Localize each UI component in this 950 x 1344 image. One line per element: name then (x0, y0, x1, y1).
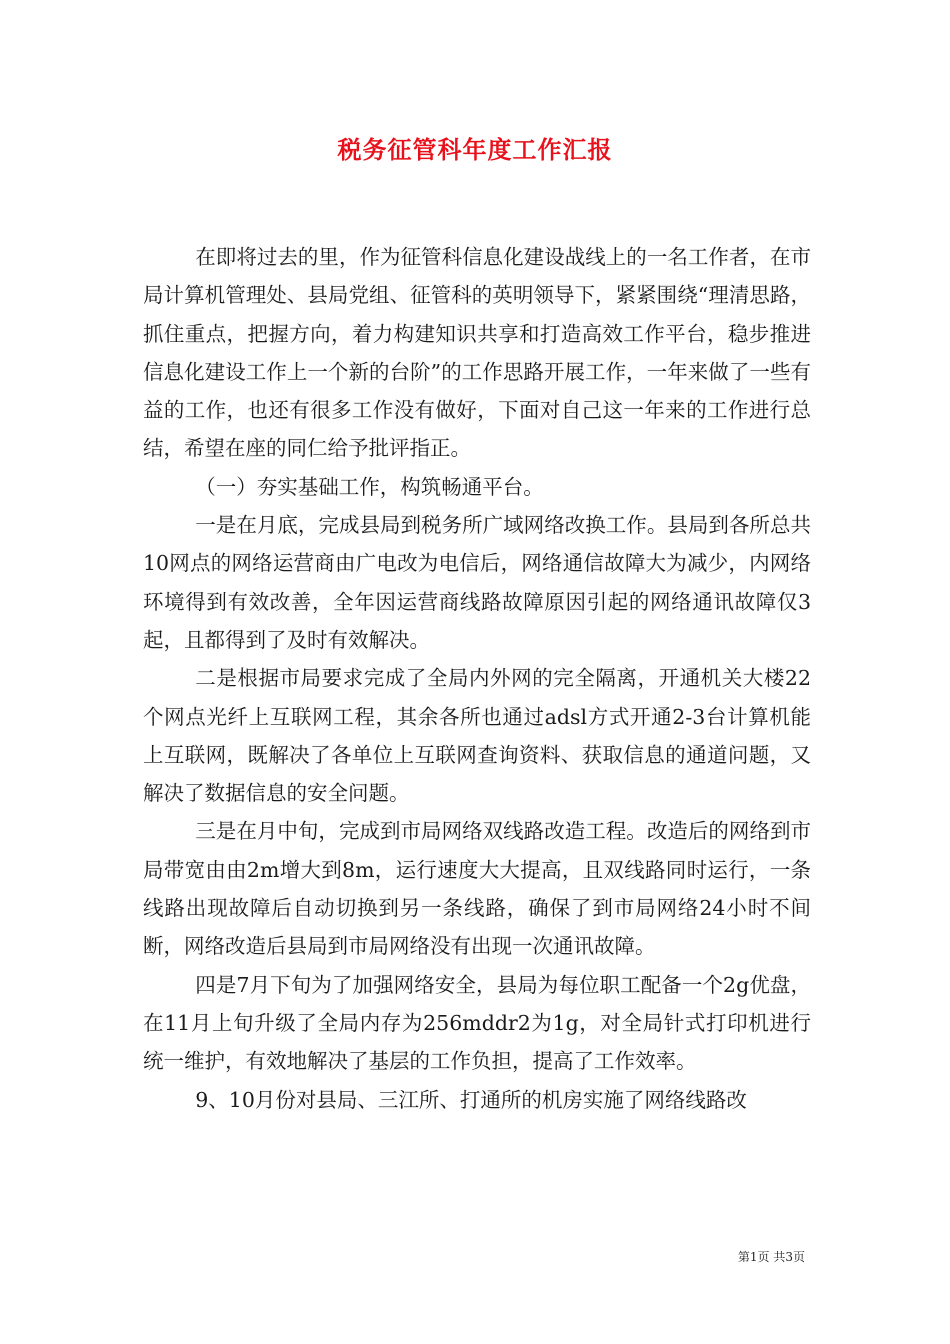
paragraph-item-3: 三是在月中旬，完成到市局网络双线路改造工程。改造后的网络到市局带宽由由2m增大到8m，运行速度大大提高，且双线路同时运行，一条线路出现故障后自动切换到另一条线路，确保了到市局网络24小时不间断，网络改造后县局到市局网络没有出现一次通讯故障。 (143, 819, 811, 959)
paragraph-item-4: 四是7月下旬为了加强网络安全，县局为每位职工配备一个2g优盘，在11月上旬升级了全局内存为256mddr2为1g，对全局针式打印机进行统一维护，有效地解决了基层的工作负担，提高了工作效率。 (143, 972, 811, 1074)
paragraph-item-1: 一是在月底，完成县局到税务所广域网络改换工作。县局到各所总共10网点的网络运营商由广电改为电信后，网络通信故障大为减少，内网络环境得到有效改善，全年因运营商线路故障原因引起的网络通讯故障仅3起，且都得到了及时有效解决。 (143, 513, 811, 652)
document-body (143, 238, 811, 1119)
paragraph-item-5: 9、10月份对县局、三江所、打通所的机房实施了网络线路改 (195, 1087, 747, 1112)
section-heading: （一）夯实基础工作，构筑畅通平台。 (195, 474, 544, 499)
page-number-footer: 第1页 共3页 (737, 1250, 805, 1264)
paragraph-intro: 在即将过去的里，作为征管科信息化建设战线上的一名工作者，在市局计算机管理处、县局党组、征管科的英明领导下，紧紧围绕“理清思路，抓住重点，把握方向，着力构建知识共享和打造高效工作平台，稳步推进信息化建设工作上一个新的台阶”的工作思路开展工作，一年来做了一些有益的工作，也还有很多工作没有做好，下面对自己这一年来的工作进行总结，希望在座的同仁给予批评指正。 (143, 245, 811, 461)
paragraph-item-2: 二是根据市局要求完成了全局内外网的完全隔离，开通机关大楼22个网点光纤上互联网工程，其余各所也通过adsl方式开通2-3台计算机能上互联网，既解决了各单位上互联网查询资料、获取信息的通道问题，又解决了数据信息的安全问题。 (143, 666, 811, 806)
document-title: 税务征管科年度工作汇报 (337, 135, 613, 164)
